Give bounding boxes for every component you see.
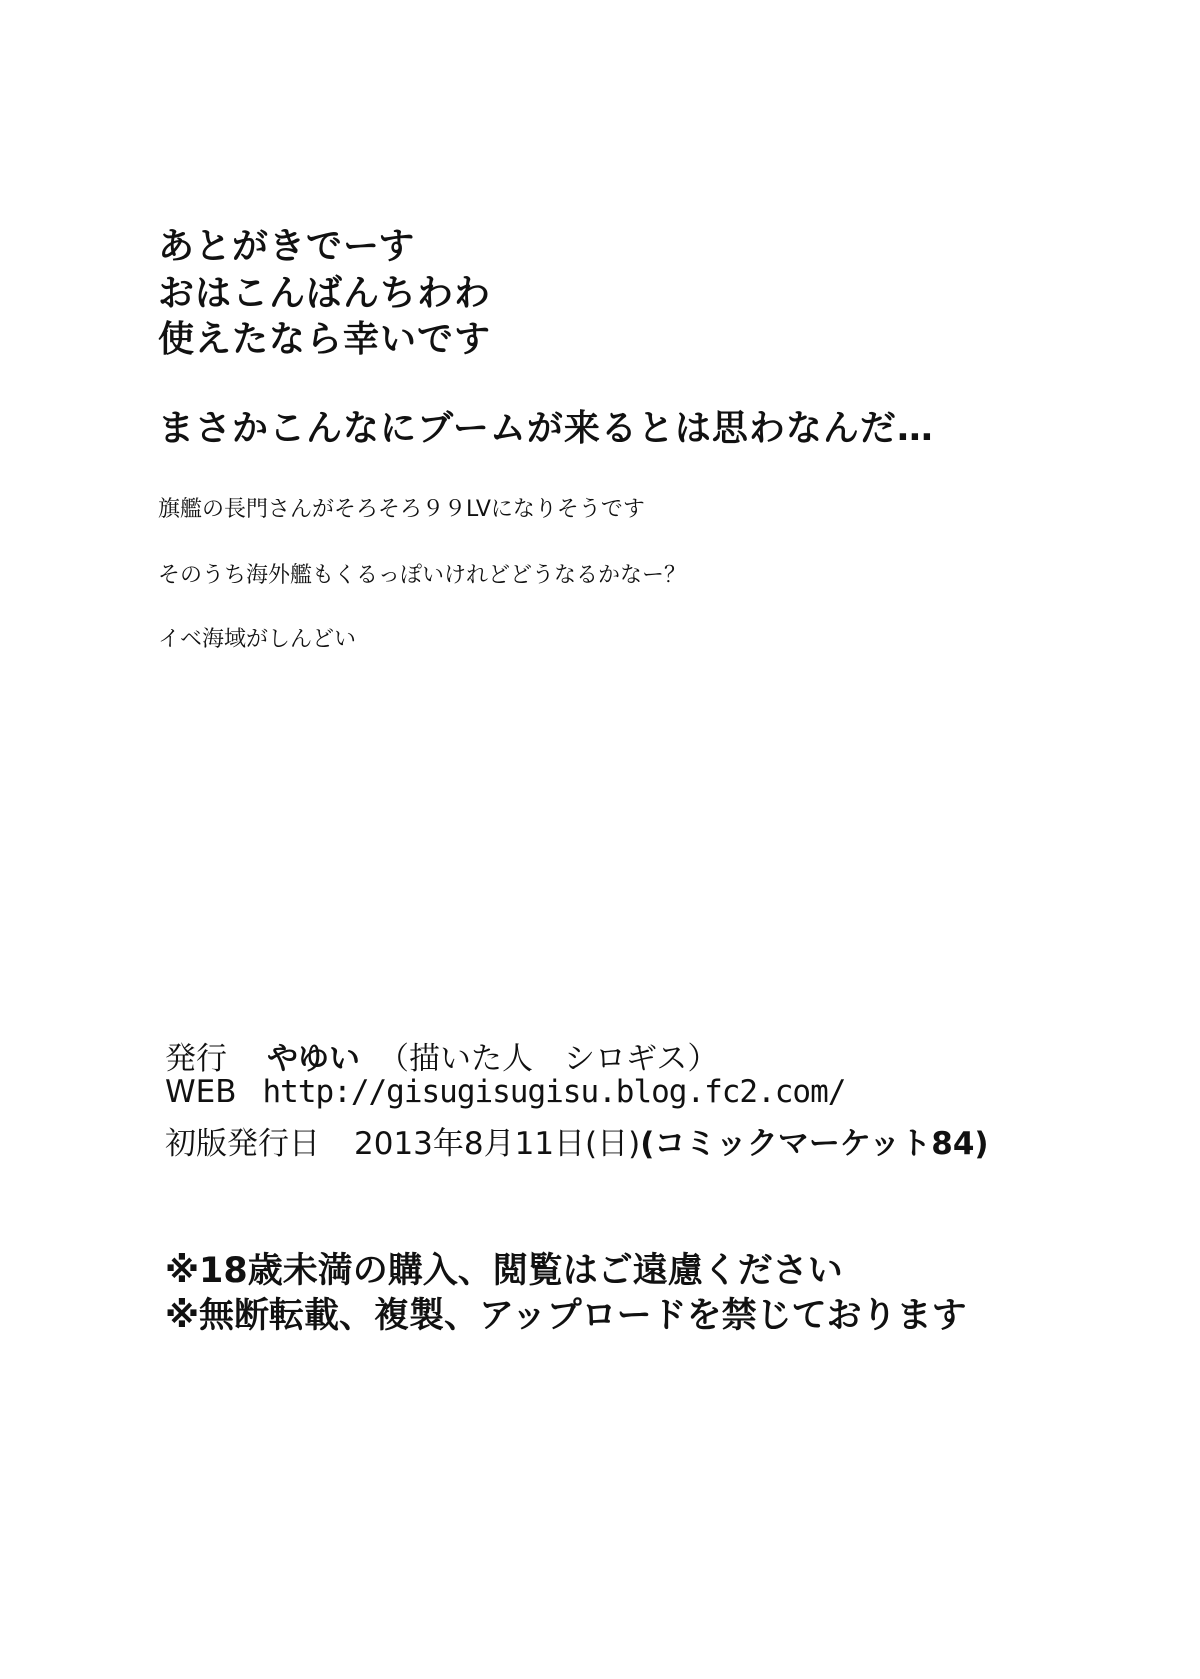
afterword-line-5: 旗艦の長門さんがそろそろ９９LVになりそうです <box>158 497 645 522</box>
afterword-line-1: あとがきでーす <box>158 226 416 267</box>
first-edition-line <box>165 1118 989 1163</box>
afterword-line-4: まさかこんなにブームが来るとは思わなんだ… <box>158 408 934 449</box>
event-name: (コミックマーケット84) <box>640 1126 989 1162</box>
web-url: http://gisugisugisu.blog.fc2.com/ <box>262 1074 846 1110</box>
age-restriction-notice: ※18歳未満の購入、閲覧はご遠慮ください <box>165 1251 843 1291</box>
publisher-label: 発行 <box>165 1041 227 1077</box>
date-label: 初版発行日 <box>165 1126 320 1162</box>
web-label: WEB <box>165 1074 237 1110</box>
no-reproduction-notice: ※無断転載、複製、アップロードを禁じております <box>165 1296 967 1336</box>
afterword-line-3: 使えたなら幸いです <box>158 319 492 360</box>
web-line <box>165 1074 845 1110</box>
date-value: 2013年8月11日(日) <box>354 1126 641 1162</box>
artist-credit: （描いた人 シロギス） <box>378 1041 719 1077</box>
publisher-name: やゆい <box>267 1041 360 1077</box>
publisher-line <box>165 1033 718 1078</box>
afterword-line-2: おはこんばんちわわ <box>158 273 492 314</box>
afterword-line-7: イベ海域がしんどい <box>158 627 357 652</box>
afterword-line-6: そのうち海外艦もくるっぽいけれどどうなるかなー？ <box>158 563 687 588</box>
